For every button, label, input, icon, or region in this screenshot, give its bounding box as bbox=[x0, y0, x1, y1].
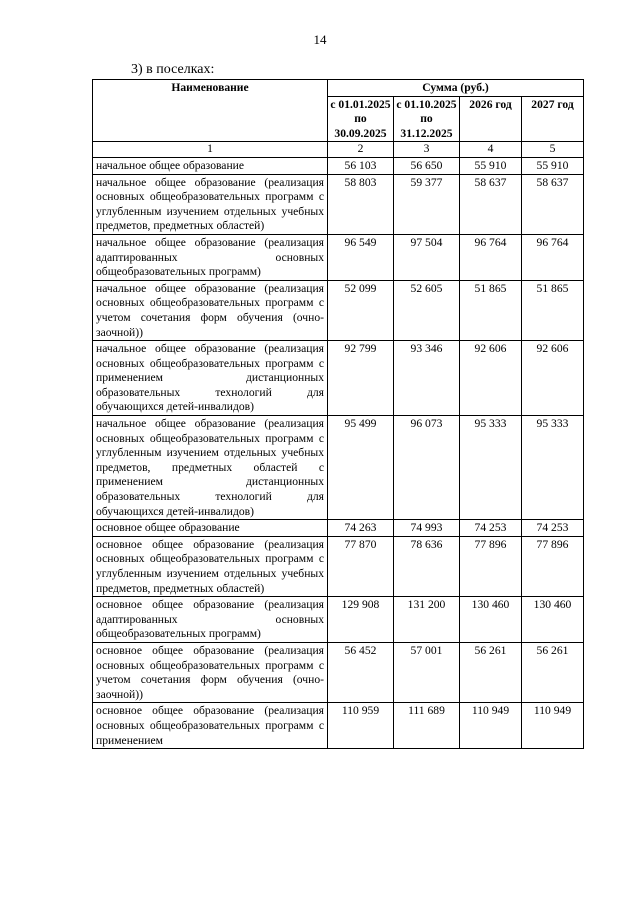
row-name: основное общее образование (реализация адаптированных основных общеобразовательных программ) bbox=[93, 597, 328, 643]
header-sum: Сумма (руб.) bbox=[328, 80, 584, 97]
row-value: 96 764 bbox=[522, 234, 584, 280]
row-name: основное общее образование (реализация основных общеобразовательных программ с применением bbox=[93, 703, 328, 749]
header-2027: 2027 год bbox=[522, 96, 584, 142]
header-period-2: с 01.10.2025 по 31.12.2025 bbox=[394, 96, 460, 142]
row-value: 130 460 bbox=[460, 597, 522, 643]
row-value: 56 103 bbox=[328, 157, 394, 174]
row-value: 77 896 bbox=[460, 536, 522, 596]
table-row bbox=[93, 174, 584, 234]
table-row bbox=[93, 157, 584, 174]
row-value: 130 460 bbox=[522, 597, 584, 643]
row-name: начальное общее образование (реализация основных общеобразовательных программ с углубленным изучением отдельных учебных предметов, предметных областей) bbox=[93, 174, 328, 234]
row-value: 77 896 bbox=[522, 536, 584, 596]
row-value: 58 637 bbox=[522, 174, 584, 234]
table-row bbox=[93, 703, 584, 749]
row-value: 95 333 bbox=[460, 416, 522, 520]
row-value: 77 870 bbox=[328, 536, 394, 596]
row-value: 110 949 bbox=[522, 703, 584, 749]
row-value: 96 073 bbox=[394, 416, 460, 520]
table-row bbox=[93, 416, 584, 520]
row-name: начальное общее образование (реализация основных общеобразовательных программ с применением дистанционных образовательных технологий для обучающихся детей-инвалидов) bbox=[93, 341, 328, 416]
row-value: 97 504 bbox=[394, 234, 460, 280]
row-name: начальное общее образование bbox=[93, 157, 328, 174]
table-row bbox=[93, 597, 584, 643]
row-value: 74 253 bbox=[460, 520, 522, 537]
row-value: 96 764 bbox=[460, 234, 522, 280]
row-value: 78 636 bbox=[394, 536, 460, 596]
column-number: 4 bbox=[460, 142, 522, 158]
row-name: начальное общее образование (реализация адаптированных основных общеобразовательных программ) bbox=[93, 234, 328, 280]
row-name: основное общее образование (реализация основных общеобразовательных программ с учетом сочетания форм обучения (очно-заочной)) bbox=[93, 642, 328, 702]
row-value: 92 606 bbox=[460, 341, 522, 416]
row-value: 55 910 bbox=[522, 157, 584, 174]
row-value: 56 261 bbox=[460, 642, 522, 702]
page-number: 14 bbox=[313, 32, 327, 47]
table-row bbox=[93, 280, 584, 340]
row-value: 58 803 bbox=[328, 174, 394, 234]
table-body bbox=[93, 157, 584, 748]
row-value: 52 605 bbox=[394, 280, 460, 340]
row-value: 95 333 bbox=[522, 416, 584, 520]
row-name: основное общее образование bbox=[93, 520, 328, 537]
table-row bbox=[93, 536, 584, 596]
row-value: 51 865 bbox=[522, 280, 584, 340]
column-number: 2 bbox=[328, 142, 394, 158]
table-row bbox=[93, 642, 584, 702]
row-value: 92 606 bbox=[522, 341, 584, 416]
row-value: 95 499 bbox=[328, 416, 394, 520]
row-value: 52 099 bbox=[328, 280, 394, 340]
row-value: 56 261 bbox=[522, 642, 584, 702]
row-value: 93 346 bbox=[394, 341, 460, 416]
row-value: 74 253 bbox=[522, 520, 584, 537]
cost-table bbox=[92, 79, 584, 749]
header-name: Наименование bbox=[93, 80, 328, 142]
row-value: 56 650 bbox=[394, 157, 460, 174]
row-value: 92 799 bbox=[328, 341, 394, 416]
row-value: 59 377 bbox=[394, 174, 460, 234]
section-title: 3) в поселках: bbox=[131, 62, 215, 77]
row-value: 56 452 bbox=[328, 642, 394, 702]
row-value: 55 910 bbox=[460, 157, 522, 174]
row-name: начальное общее образование (реализация основных общеобразовательных программ с учетом сочетания форм обучения (очно-заочной)) bbox=[93, 280, 328, 340]
column-number: 1 bbox=[93, 142, 328, 158]
column-number: 3 bbox=[394, 142, 460, 158]
row-value: 110 959 bbox=[328, 703, 394, 749]
row-name: основное общее образование (реализация основных общеобразовательных программ с углубленным изучением отдельных учебных предметов, предметных областей) bbox=[93, 536, 328, 596]
row-value: 58 637 bbox=[460, 174, 522, 234]
row-value: 111 689 bbox=[394, 703, 460, 749]
row-value: 129 908 bbox=[328, 597, 394, 643]
row-value: 96 549 bbox=[328, 234, 394, 280]
header-2026: 2026 год bbox=[460, 96, 522, 142]
row-value: 51 865 bbox=[460, 280, 522, 340]
column-number: 5 bbox=[522, 142, 584, 158]
row-value: 131 200 bbox=[394, 597, 460, 643]
table-row bbox=[93, 341, 584, 416]
row-value: 110 949 bbox=[460, 703, 522, 749]
header-period-1: с 01.01.2025 по 30.09.2025 bbox=[328, 96, 394, 142]
row-value: 74 263 bbox=[328, 520, 394, 537]
row-name: начальное общее образование (реализация основных общеобразовательных программ с углубленным изучением отдельных учебных предметов, предметных областей с применением дистанционных образовательных технологий для обучающихся детей-инвалидов) bbox=[93, 416, 328, 520]
table-row bbox=[93, 234, 584, 280]
table-row bbox=[93, 520, 584, 537]
row-value: 57 001 bbox=[394, 642, 460, 702]
column-number-row bbox=[93, 142, 584, 158]
row-value: 74 993 bbox=[394, 520, 460, 537]
